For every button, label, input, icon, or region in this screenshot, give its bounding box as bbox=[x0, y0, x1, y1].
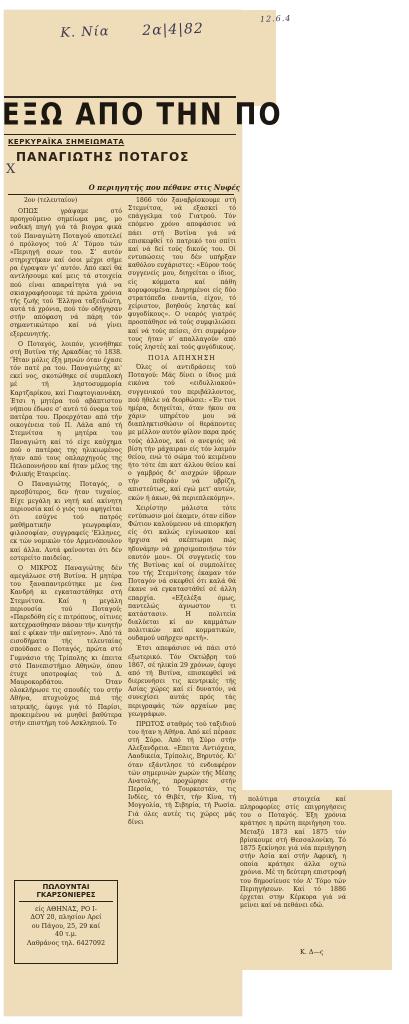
section-label: ΚΕΡΚΥΡΑΪΚΑ ΣΗΜΕΙΩΜΑΤΑ bbox=[8, 138, 125, 146]
handwritten-corner-note: 12.6.4 bbox=[259, 13, 292, 24]
sub-heading: ΠΟΙΑ ΑΠΗΧΗΣΗ bbox=[148, 353, 216, 362]
paragraph: Ο ΜΙΚΡΟΣ Παναγιώτης δέν αμεγάλωσε στή Βυτίνα. Η μητέρα του ξαναπαντρεύτηκε με ένα Κανδρή κι εγκαταστάθηκε στή Στεμνίτσα. Καί η μεγάλη περιουσία τού Ποταγού; «Παρεδόθη είς ε πιτρόπους, οίτινες κατεχρασθησαν πάσαν τήν κινητήν καί ε φίκαν τήν ακίνητον». Από τά εισοδήματα τής τελευταίας σπούδασε ο Ποταγός, πρώτα στό Γυμνάσιο τής Τρίπολης κι έπειτα στό Πανεπιστήμιο Αθηνών, όπου έτυχε υποτροφίας τού Δ. Μαυροκορδάτου. Όταν ολοκλήρωσε τις σπουδές του στήν Αθήνα, πτυχιούχος πιά τής ιατρικής, έφυγε γιά τό Παρίσι, προκειμένου νά μυηθεί βαθύτερα στήν επιστήμη τού Ασκληπιού. Το bbox=[10, 564, 122, 727]
ad-line: ου Πάγου, 25, 29 καί bbox=[31, 921, 101, 930]
ad-line: είς ΑΘΗΝΑΣ, ΡΟ Ι- bbox=[35, 905, 97, 913]
ad-line: ΔΟΥ 20, πλησίον Αρεί bbox=[30, 913, 102, 922]
article-column-left bbox=[10, 197, 122, 730]
paragraph: πολύτιμα στοιχεία καί πληροφορίες στίς επιγρηγήσεις του ο Ποταγός. Έξη χρόνια κράτησε η πρώτη περιήγηση του. Μεταξύ 1873 καί 1875 τόν βρίσκουμε στή Θεσσαλονίκη. Τό 1875 ξεκίνησε γιά νέα περιήγηση στήν Ασία καί στήν Αφρική, η οποία κράτησε άλλα οχτώ χρόνια. Μέ τη δεύτερη επιστροφή του δημοσίευσε τόν Α' Τόμο τών Περιηγήσεων. Καί τό 1886 έρχεται στην Κέρκυρα γιά νά μείνει καί νά πεθάνει εδώ. bbox=[240, 796, 346, 910]
author-signature: Κ. Δ—ς bbox=[300, 948, 324, 956]
handwritten-source: Κ. Νία bbox=[60, 24, 110, 41]
paragraph: Χειρίστην μάλιστα τότε εντύπωσιν μοί έκαμεν, όταν είδον Φώτιον καλούμενον νά επιορκήση είς ότι καλώς εγίνωσκον καί ήρχισα νά σκέπτωμαι πώς ηδυνάμην νά χρησιμοποιήσω τόν εαυτόν μου». Οί συγγενείς του τής Βυτίνας καί οί συμπολίτες του τής Στεμνίτσης έκαμαν τόν Ποταγόν νά σκεφθεί ότι καλά θά έκανε νά εγκαταστάθεί σέ άλλη επαρχία. «Εξελέξα όμως, παντελώς άγνωστον τι κατάστασιν. Η πολιτεία διαλύεται κί αν καμμάτων πολιτικών καί κομματικών, ουδαμού υπήρχεν αρετή». bbox=[128, 504, 236, 643]
ad-line: Λαθράνος τηλ. 6427092 bbox=[26, 938, 106, 947]
paragraph: Ο Παναγιώτης Ποταγός, ο πρεσβύτερος, δεν ήταν τυχαίος. Είχε μεγάλη κι νητή καί ακίνητη περιουσία καί ό γιός του αφηγείται ότι εσύχνε τού πατρός μαθήματικήν γεωγραφίαν, φιλοσοφίαν, συγγραφείς 'Ελληνες, εκ τών νομικών τόν Αρμενόπουλον καί άλλα. Αυτά φαίνονται ότι δέν εστερείτο παιδείας. bbox=[10, 481, 122, 562]
paragraph: 1866 τόν ξαναβρίσκουμε στή Στεμνίτσα, νά εξασκεί τό επάγγελμα τού Γιατρού. Τόν επόμενο χρόνο αποφάσισε νά πάει στή Βυτίνα γιά νά επισκεφθεί τό πατρικό του σπίτι καί νά δεί τούς δικούς του. Οί εντυπώσεις του δέν υπήρξαν καθόλου ευχάριστες: «Εύρον τούς συγγενείς μου, διηγείται ο ίδιος, είς κόμματα καί πάθη κορυφουμένα. Διηρημένοι είς δύο στρατόπεδα εναντία, είχον, τό χείριστον, βοηθούς ληστάς καί φυγοδίκους». Ο νεαρός γιατρός προσπάθησε νά τούς συμφιλιώσει καί νά τούς πείσει, ότι συμφέρον τους ήταν ν' απαλλαγούν από τούς ληστές καί τούς φυγόδικους. bbox=[128, 197, 236, 351]
title-rule bbox=[8, 194, 234, 195]
handwritten-x-mark: X bbox=[6, 162, 16, 177]
ad-line: 40 τ.μ. bbox=[55, 930, 77, 939]
ad-title: ΠΩΛΟΥΝΤΑΙ ΓΚΑΡΣΟΝΙΕΡΕΣ bbox=[19, 883, 113, 902]
paragraph: Όλες οί αντιδράσεις τού Ποταγού: Μάς δίνει ο ίδιος μιά εικόνα τού «ειδυλλιακού» συγγενικού του περιβάλλοντος, πού ήθελε νά διορθώσει: «Έν τινι ημέρα, διηγείται, όταν ήκου σα χάριν υπηρέτου μου νά διαπληκτισθώσιν οί θεράποντες με μέλλον αυτόν φίλον παρα πρός τούς άλλους, καί ο ανεψιός νά βίση τήν μάχαιραν είς τόν λαιμόν θείου, ενώ τό σώμα τού κειμένου ήτο τότε έπι κατ άλλου θείου καί ο γαμβρός δι' αισχρών ύβρεων τήν πεθεράν νά υβρίζη, απιστεύτως, καί εγώ μετ' αυτών, εκών ή άκων, θά περιεπλεκόμην». bbox=[128, 364, 236, 502]
handwritten-date: 2α|4|82 bbox=[142, 20, 205, 39]
article-title: ΠΑΝΑΓΙΩΤΗΣ ΠΟΤΑΓΟΣ bbox=[16, 150, 190, 164]
clipping-top-extension bbox=[4, 10, 276, 106]
paragraph: ΠΡΩΤΟΣ σταθμός τού ταξιδιού του ήταν η Αθήνα. Από κεί πέρασε στή Σύρο. Από τή Σύρο στήν Αλεξανδρεια. «Επειτα Αντιόχεια, Λαοδικεία, Τρίπολις, Βηρυτός. Κι' όταν εξάντλησε τό ενδιαφέρον τών σημερινών χωρών τής Μέσης Ανατολής, προχώρησε στήν Περσία, τό Τουρκεστάν, τις Ινδίες, τό Θιβέτ, τήν Κίνα, τή Μογγολία, τή Σιβηρία, τή Ρωσία. Γιά όλες αυτές τις χώρες μάς δίνει bbox=[128, 720, 236, 826]
headline-bottom-rule bbox=[4, 134, 236, 135]
headline-container bbox=[2, 98, 283, 134]
classified-ad bbox=[14, 880, 118, 964]
cut-headline: ΕΞΩ ΑΠΟ ΤΗΝ ΠΟ bbox=[2, 98, 283, 133]
article-column-right bbox=[128, 197, 236, 829]
paragraph: Ο Ποταγός, λοιπόν, γεννήθηκε στή Βυτίνα τής Αρκαδίας τό 1838. 'Ήταν μόλις έξη μηνών όταν έχασε τόν πατέ ρα του. Παναγιώτης κι' εκεί νος, σκοτώθηκε σέ συμπλοκή μέ τή ληστοσυμμορία Καρτζαρίκου, καί Γιαφτογιαννάκη. Έτσι η μητέρα τού αβάπτιστου νήπιου έδωσε σ' αυτό τό όνομα τού πατέρα του. Προερχόταν από τήν οικογένεια τού Π. Λάλα από τή Στεμνίτσα η μητέρα του Παναγιώτη καί τό είχε καύχημα πού ο πατέρας της ηλικιωμένος ήταν από τους οπλαρχηγούς της Πελοποννήσου καί ήταν μέλος της Φιλικής Εταιρείας. bbox=[10, 340, 122, 479]
paragraph: Έτσι απεφάσισε νά πάει στό εξωτερικό. Τόν Οκτώβρη τού 1867, σέ ηλικία 29 χρόνων, έφυγε από τή Βυτίνα, επισκεφθεί νά διερευνήσει τις κεντρικές τής Ασίας χώρες καί εί δυνατόν, νά συνεχίσει αυτάς πρός τάς περιγραφάς τών αρχαίων μας γεωγράφων. bbox=[128, 645, 236, 718]
paragraph: ΟΠΩΣ γράψαμε στό προηγούμενο σημείωμα μας, μο ναδική πηγή γιά τά βιογρα φικά τού Παναγιώτη Ποταγού αποτελεί ό πρόλογος τού Α' Τόμου τών «Περιηγή σεων του. Σ' αυτόν στηριχτήκαν καί όσοι μέχρι σήμε ρα έγραψαν γι' αυτόν. Από εκεί θά αντλήσουμε καί μεις τά στοιχεία πού είναι απαραίτητα γιά να σκιαγραφήσουμε τά πρώτα χρόνια τής ζωής τού 'Ελληνα ταξειδιώτη, αυτά τά χρόνια, πού τόν οδήγησαν στήν απόφαση νά πάρη τόν σημαντικώτερο καί νά γίνει εξερευνητής. bbox=[10, 208, 122, 338]
article-column-tail bbox=[240, 796, 346, 912]
article-subtitle: Ο περιηγητής που πέθανε στις Νυφές bbox=[88, 183, 240, 192]
part-label: 2ον (τελευταίον) bbox=[24, 197, 78, 204]
